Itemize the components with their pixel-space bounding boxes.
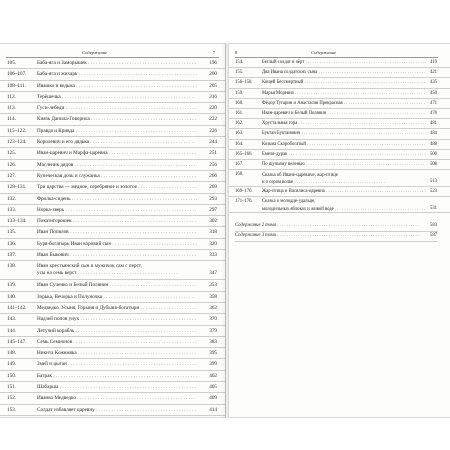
tale-number: 113. [7,105,16,112]
page-ref: 200 [209,71,217,78]
tale-number: 140. [7,293,17,300]
tale-number: 151. [7,384,17,391]
page-ref: 216 [209,93,217,100]
toc-entry [0,382,225,393]
toc-entry [229,150,450,160]
tale-title: Марья Моревна . . . [262,89,426,99]
page-ref: 405 [209,384,217,391]
toc-entry [0,348,225,359]
toc-list-left [0,58,225,416]
toc-entry [0,292,225,303]
page-ref: 508 [429,161,437,167]
tale-title: Надзей попов унук . . . [37,314,197,325]
tale-number: 152. [7,395,17,402]
tale-number: 149. [7,361,17,368]
left-page [0,43,226,418]
tale-title: Жар-птица и Василиса-царевна . . . [262,187,426,197]
toc-entry [0,92,225,103]
page-ref: 320 [209,240,217,247]
page-ref: 196 [209,60,217,66]
tale-title: Фролка-сидень . . . [37,194,197,205]
tale-title: Иван-царевич и Марфа-царевна . . . [37,148,197,159]
tale-title: Буктан Буктанович . . . [262,129,426,139]
tale-title: Правда и Кривда . . . [37,126,197,137]
toc-entry [0,126,225,137]
page-ref: 266 [209,172,217,179]
tale-number: 161. [235,110,244,116]
toc-entry [229,170,450,187]
toc-entry [0,337,225,348]
tale-title [262,170,426,187]
tale-number: 163. [235,131,244,137]
toc-entry [0,239,225,250]
tale-title: Батрак . . . [37,371,197,382]
tale-number: 114. [7,116,16,123]
tale-number: 164. [235,141,244,147]
page-ref: 583 [429,223,437,228]
toc-entry [0,69,225,80]
tale-title: Солдат избавляет царевну . . . [37,405,197,416]
tale-number: 143. [7,316,17,323]
toc-entry [0,326,225,337]
tale-title: Масленик дядов . . . [37,160,197,171]
page-ref: 318 [209,229,217,236]
tale-title: Гуси-лебеди . . . [37,103,197,114]
tale-number: 135. [7,229,17,236]
page-ref: 302 [209,218,217,225]
toc-entry [0,371,225,382]
tale-title: Баба-яга и Заморышек . . . [37,58,197,69]
tale-title: Шабарша . . . [37,382,197,393]
page-ref: 476 [429,110,437,116]
tale-number: 123–124. [7,139,27,146]
tale-title: Терёшечка . . . [37,92,197,103]
running-title: Содержание [82,50,108,55]
tale-number: 133–134. [7,218,27,225]
tale-number: 128–131. [7,184,27,191]
page-ref: 395 [209,350,217,357]
tale-number: 167. [235,161,244,167]
volume-contents-entry [235,231,438,242]
tale-number: 137. [7,252,17,259]
tale-title: Летучий корабль . . . [37,326,197,337]
tale-number: 132. [7,195,17,202]
tale-title-line: молодильных яблоках и живой воде . . . [262,206,426,214]
page-ref: 531 [429,205,437,211]
tale-title: Никита Кожемяка . . . [37,348,197,359]
page-ref: 488 [429,141,437,147]
tale-number: 155. [235,70,244,76]
toc-entry [229,89,450,99]
toc-entry [229,68,450,78]
toc-entry [229,160,450,170]
right-page-header [229,50,450,56]
tale-title: Медведко, Усыня, Горыня и Дубыня-богатыри . . . [37,303,197,314]
tale-title: Фёдор Тугарин и Анастасия Прекрасная . . . [262,99,426,109]
tale-number: 112. [7,93,16,100]
tale-title: Три царства — медное, серебряное и золотое . . . [37,182,197,193]
tale-title: Козьма Скоробогатый . . . [262,140,426,150]
page-ref: 297 [209,206,217,213]
toc-entry [0,280,225,291]
page-ref: 220 [209,105,217,112]
page-ref: 222 [209,116,217,123]
tale-number: 144. [7,327,17,334]
toc-entry [0,103,225,114]
page-ref: 244 [209,139,217,146]
toc-entry [0,194,225,205]
page-ref: 399 [209,361,217,368]
tale-title: Емеля-дурак . . . [262,150,426,160]
tale-number: 156–158. [235,80,253,86]
tale-title: Змей и цыган . . . [37,359,197,370]
page-ref: 513 [429,179,437,185]
page-ref: 379 [209,327,217,334]
tale-title-line: Сказка об Иване-царевиче, жар-птице [262,172,338,178]
page-ref: 421 [429,70,437,76]
tale-number: 171–176. [235,198,253,204]
tale-number: 162. [235,121,244,127]
toc-entry [0,148,225,159]
tale-title: Иван Попялов . . . [37,227,197,238]
tale-number: 125. [7,150,17,157]
toc-entry [0,405,225,416]
page-ref: 471 [429,100,437,106]
toc-entry [229,78,450,88]
page-ref: 362 [209,304,217,311]
tale-title: Кощей Бессмертный . . . [262,78,426,88]
tale-title: Иванко Медведко . . . [37,393,197,404]
toc-entry [0,171,225,182]
tale-title-line: Сказка о молодце-удальце, [262,199,316,205]
tale-number: 106–107. [7,71,27,78]
tale-title: Семь Семионов . . . [37,337,197,348]
tale-number: 108–111. [7,82,27,89]
tale-title: Буря-богатырь Иван коровий сын . . . [37,239,197,250]
page-ref: 205 [209,82,217,89]
running-title: Содержание [311,50,337,55]
tale-number: 115–122. [7,127,27,134]
page-ref: 383 [209,338,217,345]
toc-entry [0,250,225,261]
volume-contents-title: Содержание 3 тома . . . [235,231,420,241]
page-ref: 481 [429,121,437,127]
tale-number: 153. [7,406,17,413]
toc-entry [0,216,225,227]
tale-title: Иван-царевич и Белый Полянин . . . [262,109,426,119]
toc-entry [0,205,225,216]
page-ref: 409 [209,395,217,402]
tale-title: Князь Данила-Говорила . . . [37,114,197,125]
tale-title [262,197,426,214]
tale-number: 105. [7,60,17,66]
page-ref: 358 [209,293,217,300]
page-ref: 450 [429,90,437,96]
left-page-header [0,50,225,56]
toc-entry [229,109,450,119]
tale-title: Норка-зверь . . . [37,205,197,216]
page-ref: 370 [209,316,217,323]
toc-entry [0,393,225,404]
toc-entry [229,140,450,150]
tale-number: 139. [7,282,17,289]
tale-title [37,261,197,278]
page-ref: 226 [209,127,217,134]
page-ref: 353 [209,282,217,289]
tale-number: 165–166. [235,151,253,157]
tale-title: По щучьему веленью . . . [262,160,426,170]
toc-entry [0,114,225,125]
toc-entry [0,137,225,148]
toc-entry [229,99,450,109]
tale-number: 136. [7,240,17,247]
toc-entry [229,187,450,197]
tale-title: Иван Сученко и Белый Полянин . . . [37,280,197,291]
page-ref: 251 [209,150,217,157]
page-ref: 484 [429,131,437,137]
page-ref: 347 [209,270,217,277]
tale-title-line: и о сером волке . . . [262,179,426,187]
tale-title: Покатигорошек . . . [37,216,197,227]
toc-entry [0,58,225,69]
toc-entry [0,359,225,370]
tale-title: Иван Быкович . . . [37,250,197,261]
tale-title: Два Ивана солдатских сына . . . [262,68,426,78]
tale-number: 159. [235,90,244,96]
tale-number: 133. [7,206,17,213]
toc-entry [229,119,450,129]
tale-number: 145–147. [7,338,27,345]
page-ref: 402 [209,372,217,379]
tale-number: 168. [235,172,244,178]
toc-entry [0,160,225,171]
toc-entry [229,129,450,139]
page-ref: 523 [429,188,437,194]
toc-entry [0,182,225,193]
tale-title: Зорька, Вечорка и Полуночка . . . [37,292,197,303]
tale-title: Королевич и его дядька . . . [37,137,197,148]
page-ref: 435 [429,80,437,86]
toc-entry [229,197,450,214]
tale-title: Ивашко и ведьма . . . [37,81,197,92]
tale-number: 169–170. [235,188,253,194]
tale-number: 127. [7,172,17,179]
page-ref: 293 [209,195,217,202]
tale-number: 138. [7,263,17,270]
page-number: 8 [235,50,238,55]
tale-number: 126. [7,161,17,168]
tale-title: Купеческая дочь и служанка . . . [37,171,197,182]
tale-number: 160. [235,100,244,106]
page-ref: 269 [209,184,217,191]
tale-title: Хрустальная гора . . . [262,119,426,129]
toc-list-right [229,58,450,213]
toc-entry [0,261,225,280]
toc-entry [229,58,450,68]
page-ref: 256 [209,161,217,168]
toc-entry [0,314,225,325]
tale-title-line: усы на семь верст . . . [37,270,197,278]
toc-entry [0,227,225,238]
page-number: 7 [212,50,215,55]
page-ref: 419 [429,60,437,65]
tale-number: 150. [7,372,17,379]
right-page [228,43,450,418]
tale-title: Беглый солдат и чёрт . . . [262,58,426,68]
volume-contents-title: Содержание 2 тома . . . [235,221,420,231]
tale-number: 148. [7,350,17,357]
page-ref: 333 [209,252,217,259]
page-ref: 500 [429,151,437,157]
tale-title-line: Иван крестьянский сын и мужичок сам с перст, [37,262,142,269]
toc-entry [0,303,225,314]
tale-number: 141–142. [7,304,27,311]
toc-entry [0,81,225,92]
tale-title: Баба-яга и жихарь . . . [37,69,197,80]
tale-number: 154. [235,60,244,65]
page-ref: 414 [209,406,217,413]
page-ref: 587 [429,233,437,239]
